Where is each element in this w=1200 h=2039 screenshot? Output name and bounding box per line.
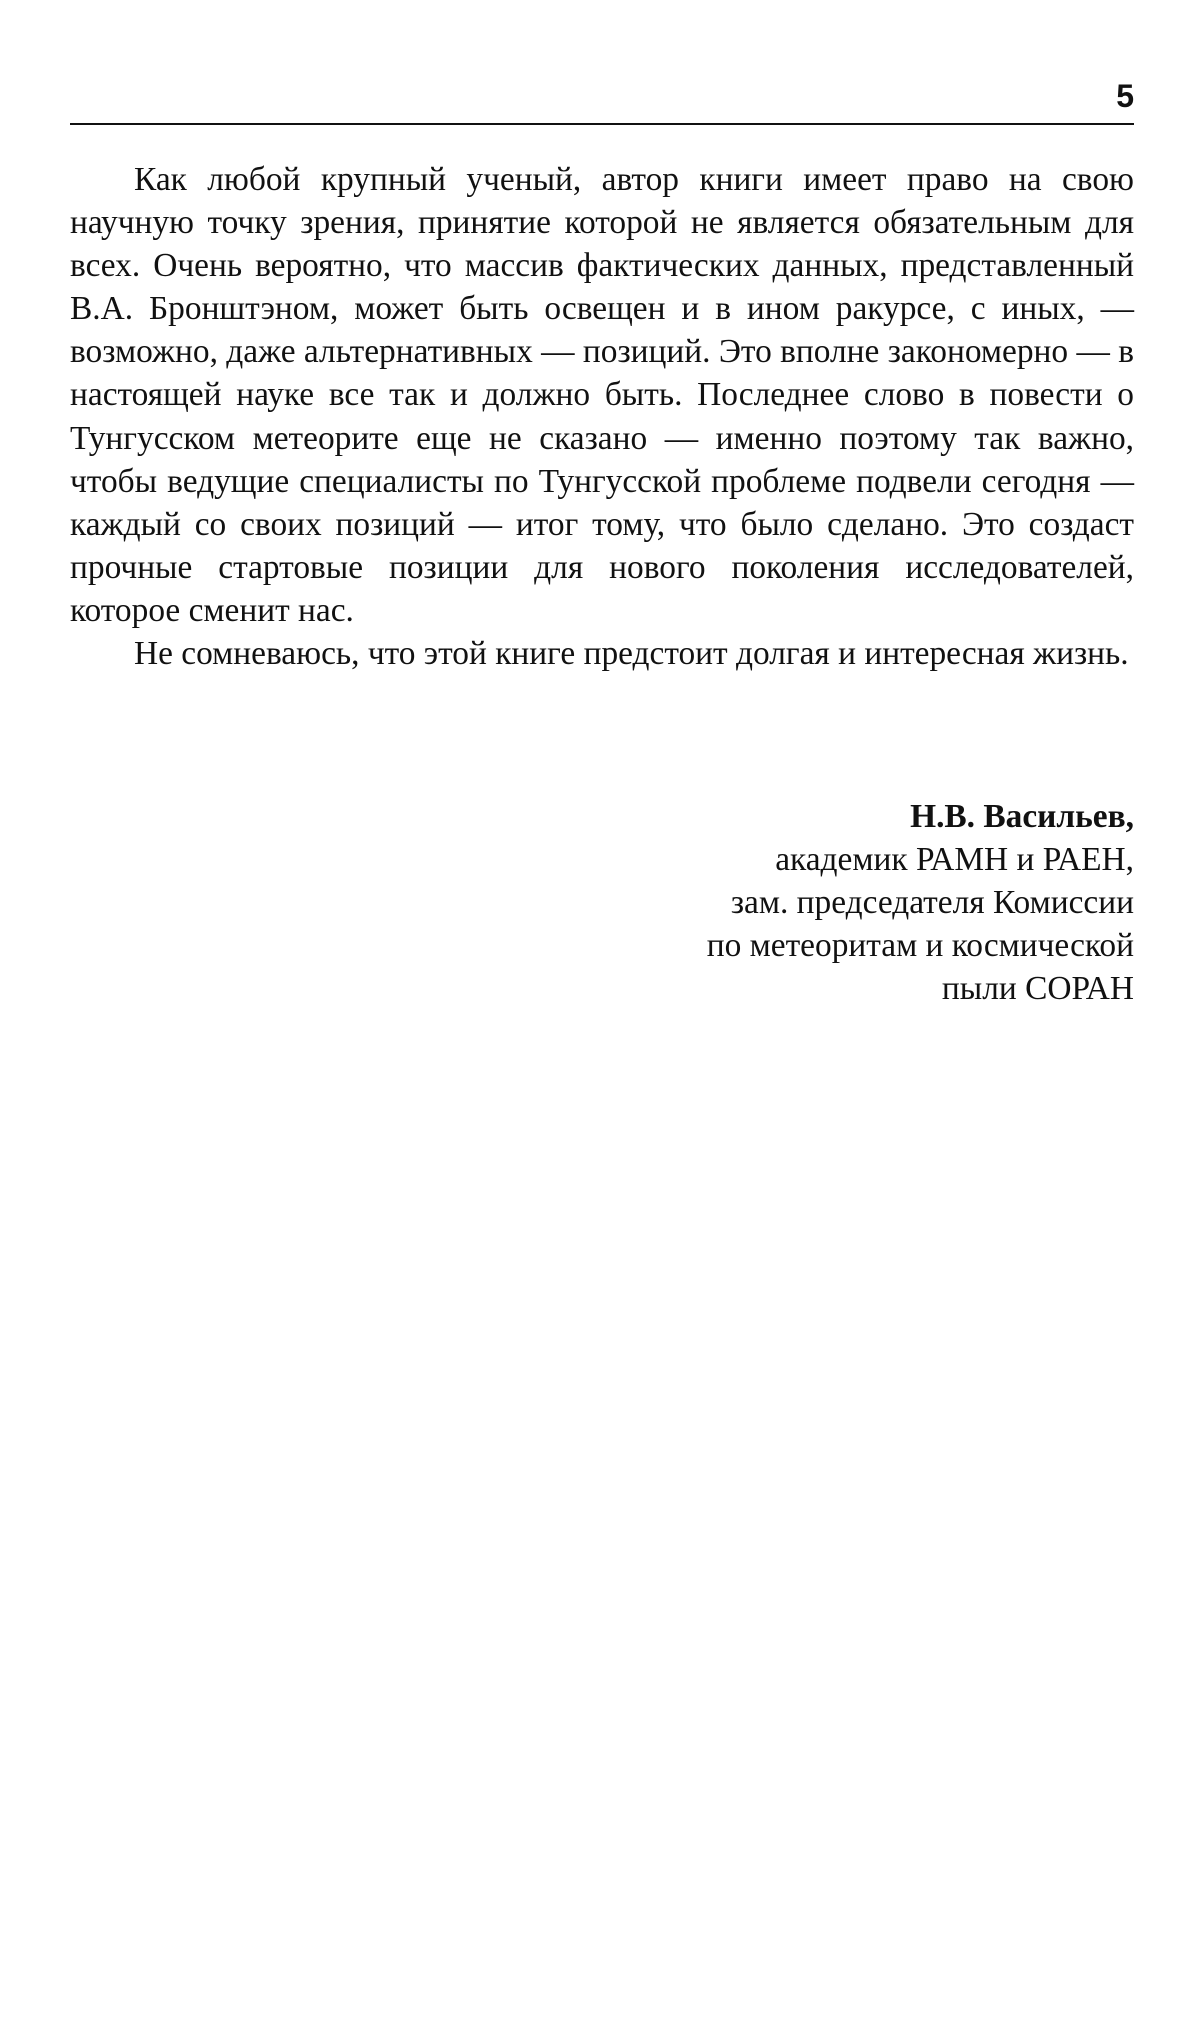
signature-title-line-4: пыли СОРАН (707, 967, 1134, 1010)
signature-title-line-1: академик РАМН и РАЕН, (707, 838, 1134, 881)
page-number: 5 (1116, 80, 1134, 112)
paragraph-2: Не сомневаюсь, что этой книге предстоит долгая и интересная жизнь. (70, 632, 1134, 675)
header-rule (70, 123, 1134, 125)
body-text (70, 158, 1134, 675)
paragraph-1: Как любой крупный ученый, автор книги имеет право на свою научную точку зрения, принятие которой не является обязательным для всех. Очень вероятно, что массив фактических данных, представленный В.А. Бронштэном, может быть освещен и в ином ракурсе, с иных, — возможно, даже альтернативных — позиций. Это вполне закономерно — в настоящей науке все так и должно быть. Последнее слово в повести о Тунгусском метеорите еще не сказано — именно поэтому так важно, чтобы ведущие специалисты по Тунгусской проблеме подвели сегодня — каждый со своих позиций — итог тому, что было сделано. Это создаст прочные стартовые позиции для нового поколения исследователей, которое сменит нас. (70, 158, 1134, 632)
signature-block (707, 795, 1134, 1010)
signature-name: Н.В. Васильев, (707, 795, 1134, 838)
signature-title-line-3: по метеоритам и космической (707, 924, 1134, 967)
signature-title-line-2: зам. председателя Комиссии (707, 881, 1134, 924)
